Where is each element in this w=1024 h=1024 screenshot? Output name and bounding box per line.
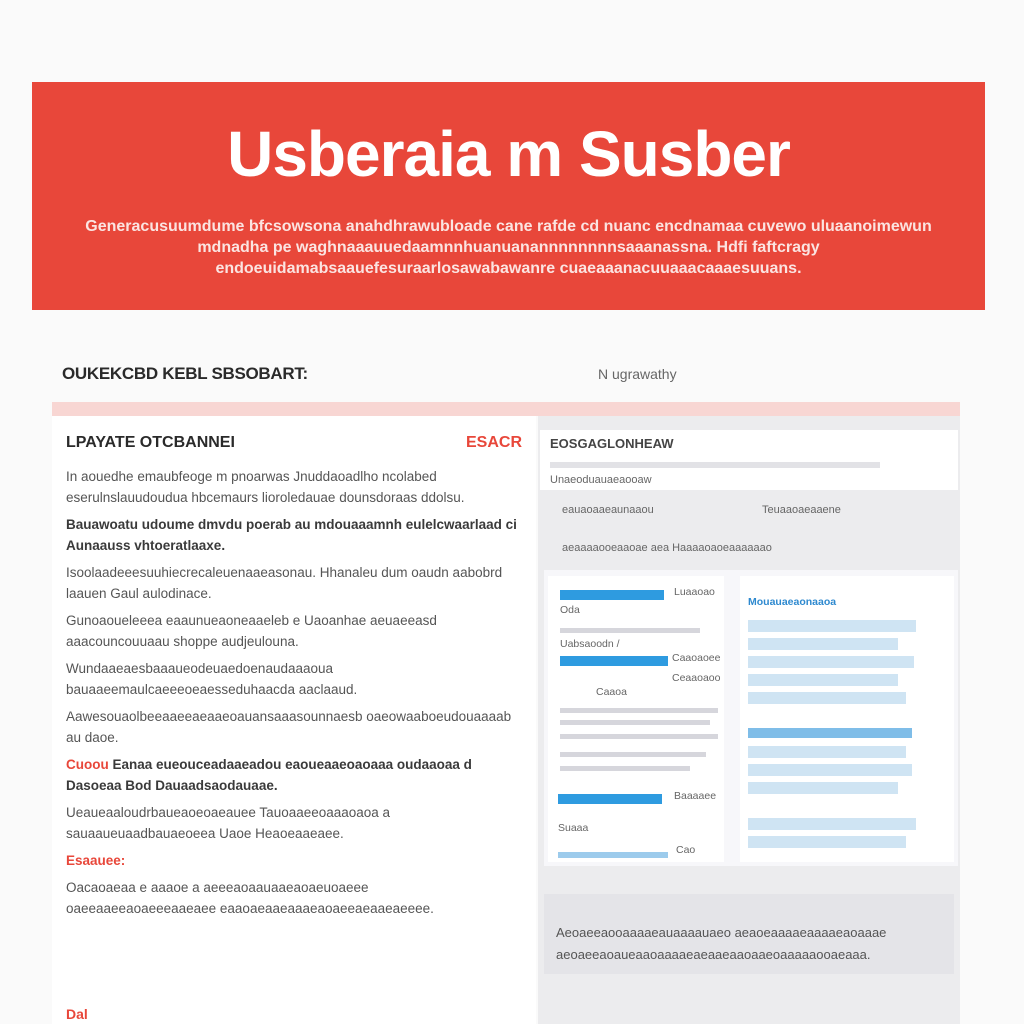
- preview-row-b: aeaaaaooeaaoae aea Haaaaoaoeaaaaaao: [562, 542, 772, 554]
- article-paragraph-7: Ueaueaaloudrbaueaoeoaeauee Tauoaaeeoaaaoaoa a sauaaueuaadbauaeoeea Uaoe Heaoeaaeaee.: [66, 805, 391, 841]
- list-rule-5: [560, 752, 706, 757]
- list-bar-2: [560, 656, 668, 666]
- detail-bar-6: [748, 728, 912, 738]
- preview-row-a-right: Teuaaoaeaaene: [762, 504, 841, 516]
- list-label-9: Cao: [676, 844, 696, 856]
- preview-row-a-left: eauaoaaeaunaaou: [562, 504, 654, 516]
- left-panel-title: LPAYATE OTCBANNEI: [66, 434, 235, 451]
- list-bar-1: [560, 590, 664, 600]
- list-rule-6: [560, 766, 690, 771]
- article-row-1-text: Eanaa eueouceadaaeadou eaoueaaeoaoaaa oudaaoaa d Dasoeaa Bod Dauaadsaodauaae.: [66, 757, 472, 793]
- article-paragraph-4: Gunoaoueleeea eaaunueaoneaaeleb e Uaoanhae aeuaeeasd aaacouncouuaau shoppe audjeulouna.: [66, 613, 437, 649]
- detail-title[interactable]: Mouauaeaonaaoa: [748, 596, 837, 608]
- banner-title: Usberaia m Susber: [227, 118, 790, 190]
- preview-title: EOSGAGLONHEAW: [550, 436, 674, 451]
- banner-description: Generacusuumdume bfcsowsona anahdhrawubloade cane rafde cd nuanc encdnamaa cuvewo uluaanoimewun mdnadha pe waghnaaauuedaamnnhuanuanannnnnnnnsaaanassna. Hdfi faftcragy endoeuidamabsaauefesuraarlosawabawanre cuaeaaanacuuaaacaaaesuuans.: [85, 218, 932, 277]
- preview-card-list: [548, 576, 724, 862]
- left-article-panel: [52, 416, 536, 1024]
- list-label-2: Luaaoao: [674, 586, 715, 598]
- preview-title-rule: [550, 462, 880, 468]
- left-panel-header: [66, 434, 522, 452]
- list-label-4: Caaoaoee: [672, 652, 721, 664]
- list-rule-4: [560, 734, 718, 739]
- list-label-1: Oda: [560, 604, 580, 616]
- list-label-8: Suaaa: [558, 822, 589, 834]
- detail-bar-2: [748, 638, 898, 650]
- left-panel-footer[interactable]: Dal: [66, 1006, 88, 1022]
- detail-bar-4: [748, 674, 898, 686]
- article-label-1[interactable]: Cuoou: [66, 757, 109, 772]
- article-paragraph-6: Aawesouaolbeeaaeeaeaaeoauansaaasounnaesb oaeowaaboeudouaaaab au daoe.: [66, 709, 512, 745]
- list-rule-1: [560, 628, 700, 633]
- detail-bar-9: [748, 782, 898, 794]
- preview-footer-note: Aeoaeeaooaaaaeauaaaauaeo aeaoeaaaaeaaaaeaoaaae aeoaeeaoaueaaoaaaaeaeaaeaaoaaeoaaaaaooaeaaa.: [544, 894, 954, 974]
- section-heading: OUKEKCBD KEBL SBSOBART:: [62, 364, 308, 383]
- list-label-5: Caaoa: [596, 686, 627, 698]
- article-paragraph-3: Isoolaadeeesuuhiecrecaleuenaaeasonau. Hhanaleu dum oaudn aabobrd laauen Gaul aulodinace.: [66, 565, 503, 601]
- article-row-2: [66, 850, 522, 871]
- detail-bar-3: [748, 656, 914, 668]
- list-label-3: Uabsaoodn /: [560, 638, 620, 650]
- detail-bar-10: [748, 818, 916, 830]
- preview-card-detail: [740, 576, 954, 862]
- article-paragraph-2: Bauawoatu udoume dmvdu poerab au mdouaaamnh eulelcwaarlaad ci Aunaauss vhtoeratlaaxe.: [66, 517, 517, 553]
- detail-bar-8: [748, 764, 912, 776]
- section-aside-link[interactable]: N ugrawathy: [598, 366, 677, 382]
- article-paragraph-5: Wundaaeaesbaaaueodeuaedoenaudaaaoua bauaaeemaulcaeeeoeaesseduhaacda aaclaaud.: [66, 661, 358, 697]
- article-paragraph-1: In aouedhe emaubfeoge m pnoarwas Jnuddaoadlho ncolabed eserulnslauudoudua hbcemaurs lioroledauae dounsdoraas ddolsu.: [66, 469, 465, 505]
- list-label-6: Ceaaoaoo: [672, 672, 721, 684]
- article-row-1: [66, 754, 522, 796]
- list-label-7: Baaaaee: [674, 790, 717, 802]
- hero-banner: [32, 82, 985, 310]
- left-panel-tag[interactable]: ESACR: [465, 434, 522, 451]
- list-bar-3: [558, 794, 662, 804]
- preview-subtitle: Unaeoduauaeaooaw: [550, 474, 652, 486]
- list-rule-3: [560, 720, 710, 725]
- list-rule-2: [560, 708, 718, 713]
- panel-divider-bar: [52, 402, 960, 416]
- detail-bar-5: [748, 692, 906, 704]
- detail-bar-11: [748, 836, 906, 848]
- detail-bar-7: [748, 746, 906, 758]
- article-label-2[interactable]: Esaauee:: [66, 853, 126, 868]
- preview-cards: [544, 570, 958, 866]
- article-paragraph-8: Oacaoaeaa e aaaoe a aeeeaoaauaaeaoaeuoaeee oaeeaaeeaoaeeeaaeaee eaaoaeaaeaaaeaoaeeaeaaeaeeee.: [66, 880, 434, 916]
- right-preview-panel: [538, 416, 960, 1024]
- list-bar-4: [558, 852, 668, 858]
- detail-bar-1: [748, 620, 916, 632]
- preview-header-card: [540, 430, 958, 490]
